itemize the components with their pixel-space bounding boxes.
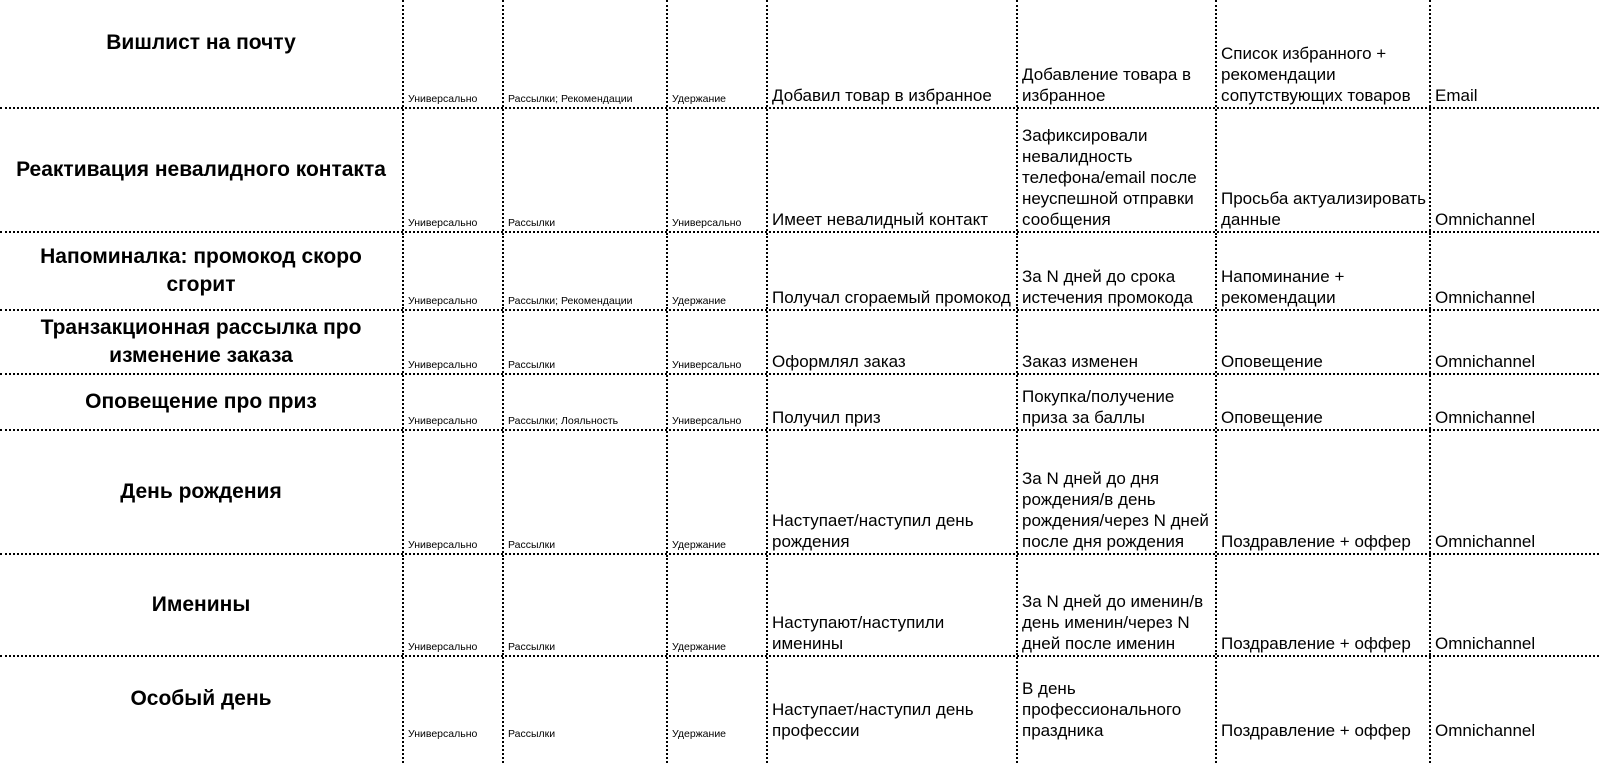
tools-cell: Рассылки; Рекомендации	[502, 0, 666, 107]
goal-cell: Универсально	[666, 109, 766, 231]
audience-cell: Наступают/наступили именины	[766, 555, 1016, 655]
channel-cell: Omnichannel	[1429, 555, 1599, 655]
goal-cell: Удержание	[666, 0, 766, 107]
goal-cell: Удержание	[666, 555, 766, 655]
tools-cell: Рассылки	[502, 311, 666, 373]
tools-cell: Рассылки; Лояльность	[502, 375, 666, 429]
content-cell: Оповещение	[1215, 375, 1429, 429]
scenario-title: День рождения	[120, 480, 282, 503]
trigger-cell: Зафиксировали невалидность телефона/email после неуспешной отправки сообщения	[1016, 109, 1215, 231]
scenario-title: Транзакционная рассылка про изменение заказа	[40, 316, 362, 367]
scenario-title: Именины	[151, 593, 251, 616]
audience-cell: Получил приз	[766, 375, 1016, 429]
content-cell: Просьба актуализировать данные	[1215, 109, 1429, 231]
channel-cell: Omnichannel	[1429, 109, 1599, 231]
scenario-title: Особый день	[130, 687, 272, 710]
type-cell: Универсально	[402, 375, 502, 429]
table-row	[0, 555, 1599, 657]
goal-cell: Удержание	[666, 657, 766, 763]
trigger-cell: Заказ изменен	[1016, 311, 1215, 373]
tools-cell: Рассылки; Рекомендации	[502, 233, 666, 309]
content-cell: Поздравление + оффер	[1215, 657, 1429, 763]
scenario-title: Вишлист на почту	[106, 30, 296, 54]
type-cell: Универсально	[402, 233, 502, 309]
trigger-cell: За N дней до дня рождения/в день рождения/через N дней после дня рождения	[1016, 431, 1215, 553]
content-cell: Поздравление + оффер	[1215, 431, 1429, 553]
content-cell: Напоминание + рекомендации	[1215, 233, 1429, 309]
channel-cell: Omnichannel	[1429, 233, 1599, 309]
table-row	[0, 375, 1599, 431]
channel-cell: Email	[1429, 0, 1599, 107]
table-row	[0, 431, 1599, 555]
channel-cell: Omnichannel	[1429, 657, 1599, 763]
trigger-cell: За N дней до срока истечения промокода	[1016, 233, 1215, 309]
tools-cell: Рассылки	[502, 109, 666, 231]
table-row	[0, 311, 1599, 375]
type-cell: Универсально	[402, 431, 502, 553]
tools-cell: Рассылки	[502, 657, 666, 763]
scenario-title: Оповещение про приз	[85, 390, 317, 413]
audience-cell: Получал сгораемый промокод	[766, 233, 1016, 309]
content-cell: Список избранного + рекомендации сопутствующих товаров	[1215, 0, 1429, 107]
table-row	[0, 109, 1599, 233]
goal-cell: Универсально	[666, 311, 766, 373]
type-cell: Универсально	[402, 109, 502, 231]
content-cell: Оповещение	[1215, 311, 1429, 373]
goal-cell: Удержание	[666, 431, 766, 553]
table-row	[0, 233, 1599, 311]
audience-cell: Оформлял заказ	[766, 311, 1016, 373]
audience-cell: Добавил товар в избранное	[766, 0, 1016, 107]
type-cell: Универсально	[402, 311, 502, 373]
goal-cell: Универсально	[666, 375, 766, 429]
tools-cell: Рассылки	[502, 555, 666, 655]
channel-cell: Omnichannel	[1429, 375, 1599, 429]
table-row	[0, 657, 1599, 763]
trigger-cell: Покупка/получение приза за баллы	[1016, 375, 1215, 429]
audience-cell: Наступает/наступил день рождения	[766, 431, 1016, 553]
type-cell: Универсально	[402, 555, 502, 655]
trigger-cell: За N дней до именин/в день именин/через N дней после именин	[1016, 555, 1215, 655]
goal-cell: Удержание	[666, 233, 766, 309]
content-cell: Поздравление + оффер	[1215, 555, 1429, 655]
type-cell: Универсально	[402, 0, 502, 107]
trigger-cell: Добавление товара в избранное	[1016, 0, 1215, 107]
scenario-title: Реактивация невалидного контакта	[16, 158, 386, 181]
type-cell: Универсально	[402, 657, 502, 763]
audience-cell: Имеет невалидный контакт	[766, 109, 1016, 231]
tools-cell: Рассылки	[502, 431, 666, 553]
trigger-cell: В день профессионального праздника	[1016, 657, 1215, 763]
audience-cell: Наступает/наступил день профессии	[766, 657, 1016, 763]
channel-cell: Omnichannel	[1429, 431, 1599, 553]
scenario-title: Напоминалка: промокод скоро сгорит	[40, 245, 362, 296]
table-row	[0, 0, 1599, 109]
channel-cell: Omnichannel	[1429, 311, 1599, 373]
